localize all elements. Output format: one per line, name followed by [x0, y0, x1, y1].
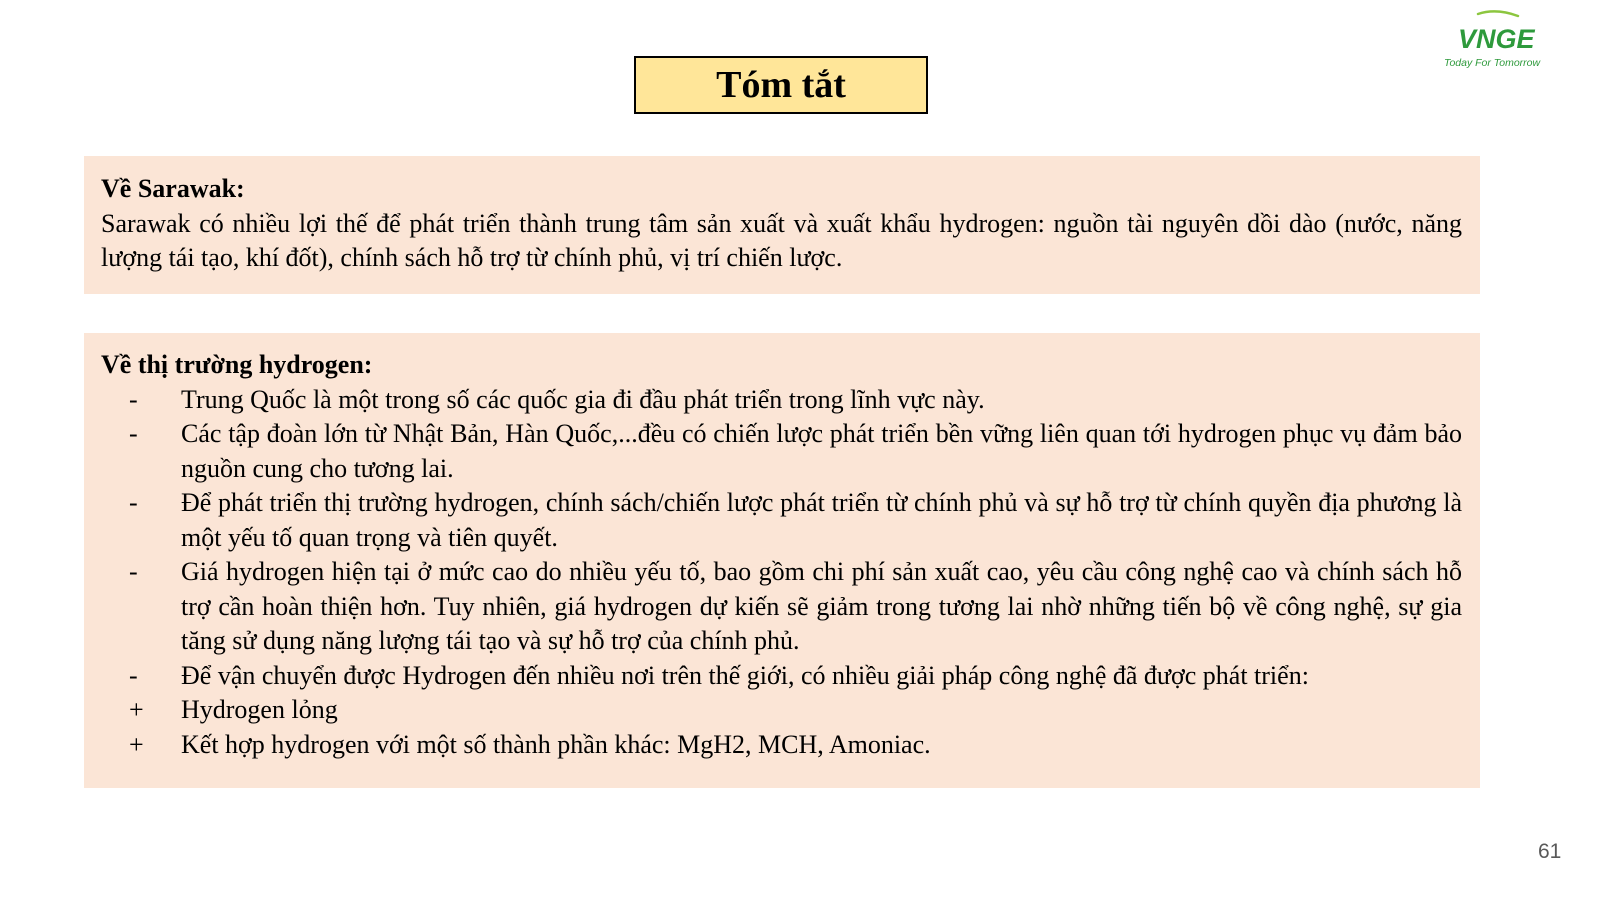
vnge-logo-graphic — [1444, 6, 1596, 74]
market-bullet-policy — [101, 486, 1462, 555]
page-number: 61 — [1538, 840, 1562, 863]
bullet-text: Các tập đoàn lớn từ Nhật Bản, Hàn Quốc,...đều có chiến lược phát triển bền vững liên quan tới hydrogen phục vụ đảm bảo nguồn cung cho tương lai. — [181, 419, 1462, 483]
logo-tagline: Today For Tomorrow — [1444, 57, 1541, 69]
logo-swoosh — [1478, 11, 1518, 16]
market-bullet-corporations — [101, 417, 1462, 486]
bullet-marker: + — [129, 729, 144, 759]
bullet-text: Hydrogen lỏng — [181, 695, 338, 724]
market-bullet-price — [101, 555, 1462, 659]
logo-wordmark: VNGE — [1458, 24, 1535, 54]
bullet-marker: + — [129, 695, 144, 724]
bullet-marker: - — [129, 488, 138, 517]
hydrogen-market-heading: Về thị trường hydrogen: — [101, 350, 373, 379]
market-bullet-china — [101, 383, 1462, 418]
vnge-logo — [1444, 6, 1596, 74]
bullet-text: Trung Quốc là một trong số các quốc gia đi đầu phát triển trong lĩnh vực này. — [181, 384, 985, 414]
market-subbullet-compounds — [101, 728, 1462, 763]
slide-title — [634, 56, 928, 114]
slide-title-text: Tóm tắt — [716, 64, 846, 106]
bullet-marker: - — [129, 419, 138, 448]
bullet-marker: - — [129, 660, 138, 690]
bullet-text: Để vận chuyển được Hydrogen đến nhiều nơi trên thế giới, có nhiều giải pháp công nghệ đã được phát triển: — [181, 660, 1309, 690]
hydrogen-market-panel — [84, 333, 1480, 788]
bullet-text: Kết hợp hydrogen với một số thành phần khác: MgH2, MCH, Amoniac. — [181, 729, 931, 759]
bullet-text: Để phát triển thị trường hydrogen, chính sách/chiến lược phát triển từ chính phủ và sự hỗ trợ từ chính quyền địa phương là một yếu tố quan trọng và tiên quyết. — [181, 488, 1462, 552]
market-subbullet-liquid-hydrogen — [101, 693, 1462, 728]
sarawak-text: Sarawak có nhiều lợi thế để phát triển thành trung tâm sản xuất và xuất khẩu hydrogen: nguồn tài nguyên dồi dào (nước, năng lượng tái tạo, khí đốt), chính sách hỗ trợ từ chính phủ, vị trí chiến lược. — [101, 208, 1462, 272]
bullet-text: Giá hydrogen hiện tại ở mức cao do nhiều yếu tố, bao gồm chi phí sản xuất cao, yêu cầu công nghệ cao và chính sách hỗ trợ cần hoàn thiện hơn. Tuy nhiên, giá hydrogen dự kiến sẽ giảm trong tương lai nhờ những tiến bộ về công nghệ, sự gia tăng sử dụng năng lượng tái tạo và sự hỗ trợ của chính phủ. — [181, 557, 1462, 655]
bullet-marker: - — [129, 557, 138, 586]
sarawak-heading: Về Sarawak: — [101, 174, 245, 203]
market-bullet-transport — [101, 659, 1462, 694]
bullet-marker: - — [129, 384, 138, 414]
sarawak-panel — [84, 156, 1480, 294]
